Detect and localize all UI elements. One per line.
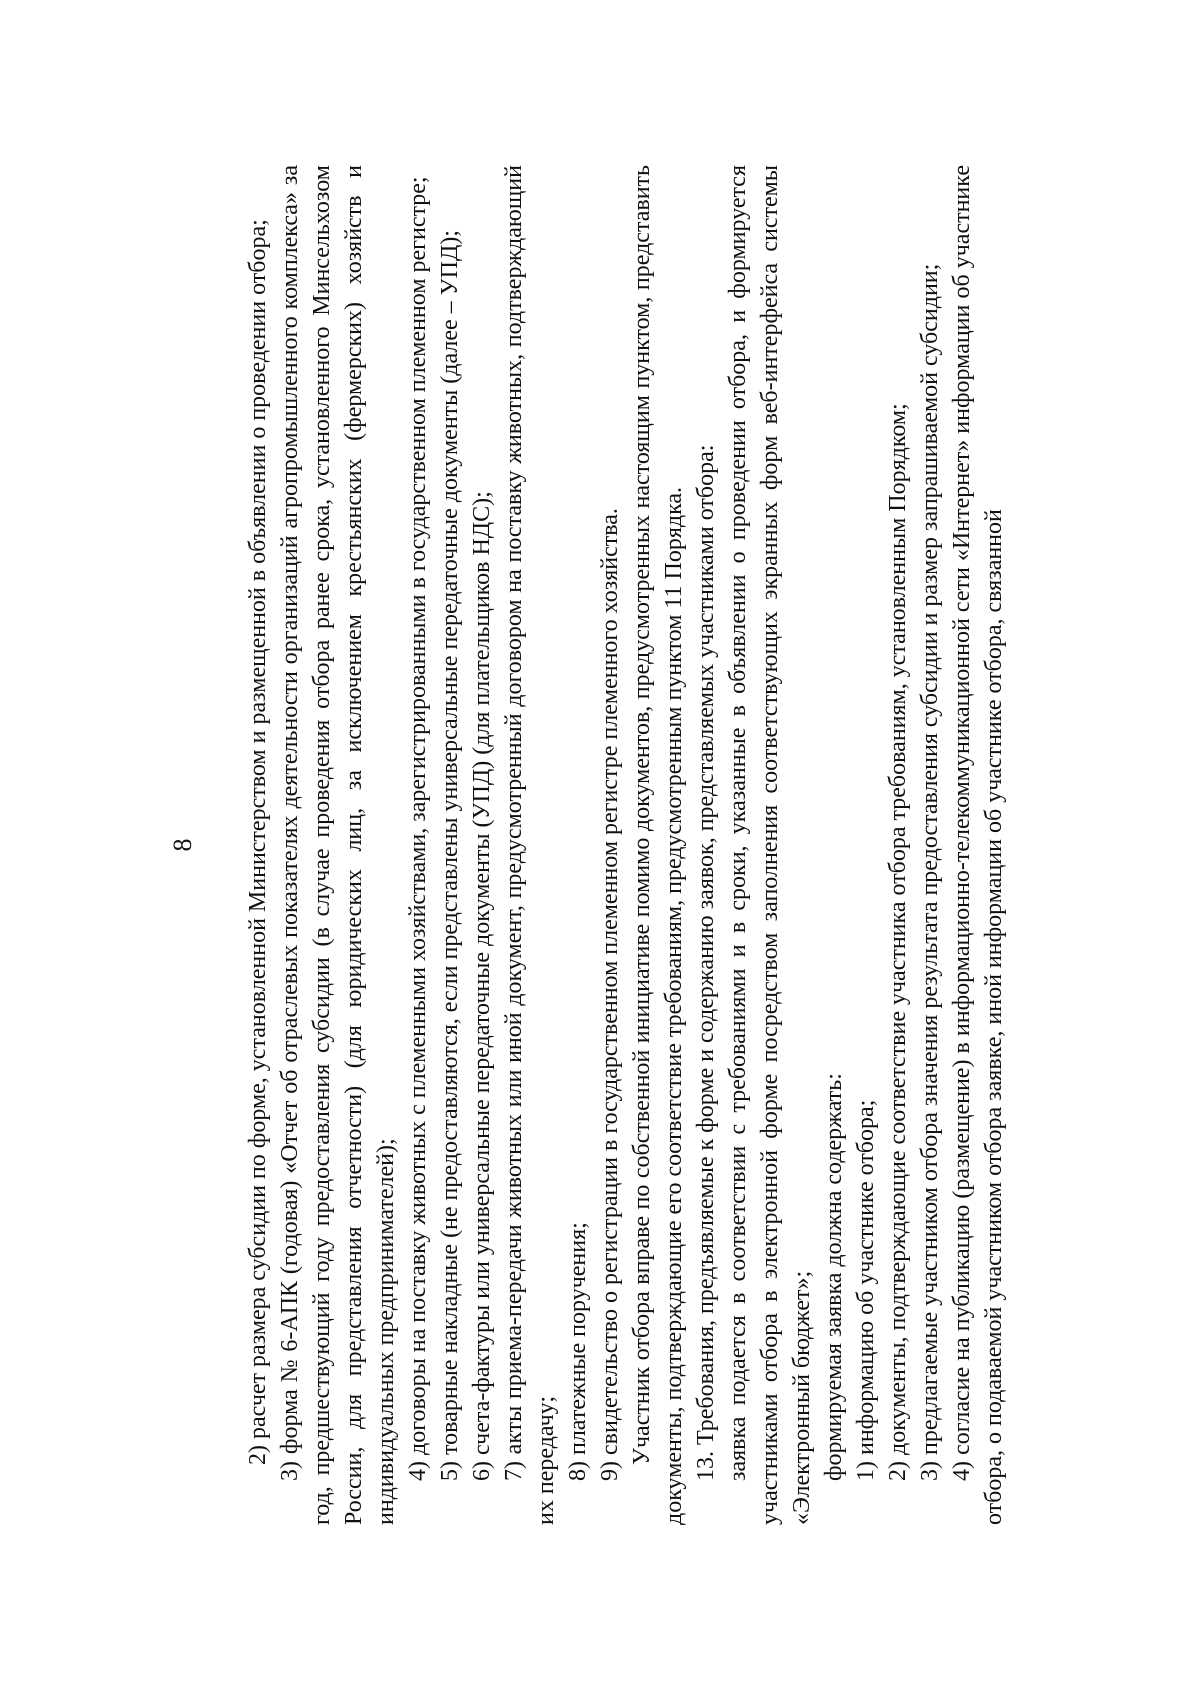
paragraph-item-8: 8) платежные поручения; xyxy=(565,1222,591,1481)
paragraph-item-5: 5) товарные накладные (не предоставляются, если представлены универсальные передаточные документы (далее – УПД); xyxy=(437,230,463,1481)
paragraph-contents-4: 4) согласие на публикацию (размещение) в информационно-телекоммуникационной сети «Интернет» информации об участнике отбора, о подаваемой участником отбора заявке, иной информации об участнике отбора, связанной xyxy=(949,165,1007,1525)
page-number: 8 xyxy=(168,838,197,852)
paragraph-application-contents: формируемая заявка должна содержать: xyxy=(821,1073,847,1481)
paragraph-item-4: 4) договоры на поставку животных с племенными хозяйствами, зарегистрированными в государственном племенном регистре; xyxy=(405,176,431,1481)
body-text xyxy=(242,165,1010,1525)
paragraph-own-initiative: Участник отбора вправе по собственной инициативе помимо документов, предусмотренных настоящим пунктом, представить документы, подтверждающие его соответствие требованиям, предусмотренным пунктом 11 Порядка. xyxy=(629,165,687,1525)
paragraph-item-2: 2) расчет размера субсидии по форме, установленной Министерством и размещенной в объявлении о проведении отбора; xyxy=(245,219,271,1465)
rotated-page-content xyxy=(160,115,1040,1575)
paragraph-item-6: 6) счета-фактуры или универсальные передаточные документы (УПД) (для плательщиков НДС); xyxy=(469,491,495,1481)
paragraph-section-13: 13. Требования, предъявляемые к форме и содержанию заявок, представляемых участниками отбора: xyxy=(693,444,719,1481)
paragraph-contents-2: 2) документы, подтверждающие соответствие участника отбора требованиям, установленным Порядком; xyxy=(885,403,911,1481)
paragraph-application-submission: заявка подается в соответствии с требованиями и в сроки, указанные в объявлении о проведении отбора, и формируется участниками отбора в электронной форме посредством заполнения соответствующих экранных форм веб-интерфейса системы «Электронный бюджет»; xyxy=(725,165,815,1525)
paragraph-contents-3: 3) предлагаемые участником отбора значения результата предоставления субсидии и размер запрашиваемой субсидии; xyxy=(917,263,943,1481)
paragraph-contents-1: 1) информацию об участнике отбора; xyxy=(853,1099,879,1481)
paragraph-item-7: 7) акты приема-передачи животных или иной документ, предусмотренный договором на поставку животных, подтверждающий их передачу; xyxy=(501,165,559,1525)
paragraph-item-3: 3) форма № 6-АПК (годовая) «Отчет об отраслевых показателях деятельности организаций агропромышленного комплекса» за год, предшествующий году предоставления субсидии (в случае проведения отбора ранее срока, установленного Минсельхозом России, для представления отчетности) (для юридических лиц, за исключением крестьянских (фермерских) хозяйств и индивидуальных предпринимателей); xyxy=(277,165,399,1525)
paragraph-item-9: 9) свидетельство о регистрации в государственном племенном регистре племенного хозяйства. xyxy=(597,508,623,1481)
